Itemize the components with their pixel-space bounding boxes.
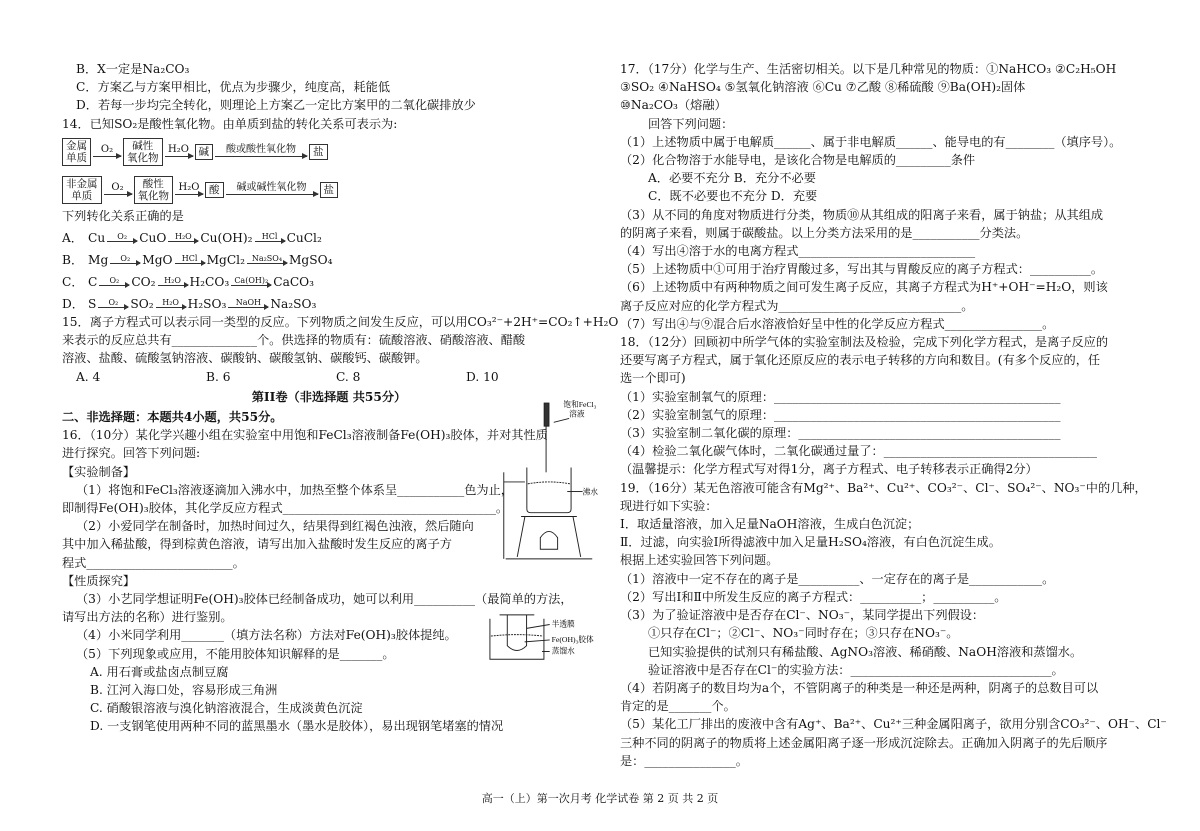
chain-reagent: O₂ xyxy=(117,232,128,242)
chain-arrow xyxy=(99,275,129,291)
text-line: 的阴离子来看，则属于碳酸盐。以上分类方法采用的是___________分类法。 xyxy=(620,225,1029,240)
text-line: 根据上述实验回答下列问题。 xyxy=(620,553,779,568)
option-letter: A． xyxy=(62,230,83,245)
q16-line: 进行探究。回答下列问题: xyxy=(62,446,201,461)
text-line: （3）从不同的角度对物质进行分类，物质⑩从其组成的阳离子来看，属于钠盐；从其组成 xyxy=(620,207,1104,222)
flow-box: 酸性 氧化物 xyxy=(134,176,174,204)
fig1-label: 沸水 xyxy=(582,487,598,497)
flow-arrow xyxy=(104,183,132,197)
chain-species: MgO xyxy=(142,252,173,267)
chain-species: S xyxy=(88,296,97,311)
text-line: Ⅱ．过滤，向实验Ⅰ所得滤液中加入足量H₂SO₄溶液，有白色沉淀生成。 xyxy=(620,535,1001,550)
chain-arrow xyxy=(247,253,287,269)
flow-arrow-label: H₂O xyxy=(178,181,200,193)
fig1-label: 溶液 xyxy=(569,409,585,419)
text-line: 19．（16分）某无色溶液可能含有Mg²⁺、Ba²⁺、Cu²⁺、CO₃²⁻、Cl⁻、SO₄²⁻、NO₃⁻中的几种， xyxy=(620,480,1147,495)
q14-option xyxy=(62,291,596,313)
chain-species: Cu xyxy=(88,230,106,245)
q16-line: （1）将饱和FeCl₃溶液逐滴加入沸水中，加热至整个体系呈___________色为止， xyxy=(76,482,513,497)
fig2-label: 半透膜 xyxy=(551,619,575,629)
flow-box: 盐 xyxy=(309,144,328,160)
q16-line: （2）小爱同学在制备时，加热时间过久，结果得到红褐色浊液，然后随向 xyxy=(76,519,474,534)
text-line: （2）实验室制氢气的原理：_______________________________________________ xyxy=(620,407,1061,422)
q16-line: B. 江河入海口处，容易形成三角洲 xyxy=(90,683,278,698)
text-line: 肯定的是_______个。 xyxy=(620,699,736,714)
flow-arrow xyxy=(93,145,121,159)
flow-arrow xyxy=(175,183,203,197)
chain-species: SO₂ xyxy=(130,296,154,311)
flow-arrow-label: 酸或酸性氧化物 xyxy=(226,143,296,155)
chain-reagent: H₂O xyxy=(164,276,181,286)
q16-line: 【实验制备】 xyxy=(62,464,136,479)
chain-species: H₂CO₃ xyxy=(189,274,230,289)
q15-option: D. 10 xyxy=(466,369,499,384)
chain-reagent: O₂ xyxy=(108,298,119,308)
text-line: （7）写出④与⑨混合后水溶液恰好呈中性的化学反应方程式________________。 xyxy=(620,316,1055,331)
chain-reagent: Ca(OH)₂ xyxy=(234,276,269,286)
text-line: 三种不同的阴离子的物质将上述金属阳离子逐一形成沉淀除去。正确加入阴离子的先后顺序 xyxy=(620,735,1108,750)
text-line: C．既不必要也不充分 D．充要 xyxy=(648,189,818,204)
text-line: （1）实验室制氧气的原理：_______________________________________________ xyxy=(620,389,1061,404)
q16-line: 16．（10分）某化学兴趣小组在实验室中用饱和FeCl₃溶液制备Fe(OH)₃胶体，并对其性质 xyxy=(62,428,548,443)
chain-reagent: O₂ xyxy=(120,254,131,264)
chain-reagent: Na₂SO₄ xyxy=(251,254,283,264)
text-line: （5）某化工厂排出的废液中含有Ag⁺、Ba²⁺、Cu²⁺三种金属阳离子，欲用分别含CO₃²⁻、OH⁻、Cl⁻ xyxy=(620,717,1167,732)
nonmetal-flow-diagram xyxy=(62,175,596,205)
part2-subtitle: 二、非选择题：本题共4小题，共55分。 xyxy=(62,410,283,425)
option-letter: C． xyxy=(62,274,84,289)
q15-line: 15．离子方程式可以表示同一类型的反应。下列物质之间发生反应，可以用CO₃²⁻+2H⁺=CO₂↑+H₂O xyxy=(62,315,619,330)
metal-flow-diagram xyxy=(62,137,596,167)
text-line: （温馨提示：化学方程式写对得1分，离子方程式、电子转移表示正确得2分） xyxy=(620,462,1038,477)
flow-arrow xyxy=(226,183,318,197)
chain-reagent: O₂ xyxy=(109,276,120,286)
option-letter: B． xyxy=(62,252,84,267)
chain-reagent: NaOH xyxy=(235,298,261,308)
chain-reagent: H₂O xyxy=(174,232,192,242)
q16-line: （5）下列现象或应用，不能用胶体知识解释的是_______。 xyxy=(76,646,395,661)
q14-option xyxy=(62,225,596,247)
flow-arrow xyxy=(215,145,307,159)
chain-arrow xyxy=(175,253,205,269)
chain-species: Na₂SO₃ xyxy=(270,296,317,311)
text-line: （2）写出Ⅰ和Ⅱ中所发生反应的离子方程式：__________；__________。 xyxy=(620,589,1007,604)
q14-prompt: 下列转化关系正确的是 xyxy=(62,208,184,223)
q16-line: （3）小艺同学想证明Fe(OH)₃胶体已经制备成功，她可以利用__________（最简单的方法， xyxy=(76,592,573,607)
chain-reagent: HCl xyxy=(261,232,278,242)
text-line: （1）溶液中一定不存在的离子是__________、一定存在的离子是____________。 xyxy=(620,571,1055,586)
q15-option: A. 4 xyxy=(76,369,101,384)
chain-arrow xyxy=(168,231,198,247)
boiling-apparatus-figure xyxy=(498,392,598,568)
chain-species: CaCO₃ xyxy=(273,274,315,289)
fig2-label: Fe(OH)₃胶体 xyxy=(551,634,594,644)
text-line: 已知实验提供的试剂只有稀盐酸、AgNO₃溶液、稀硝酸、NaOH溶液和蒸馏水。 xyxy=(648,644,1083,659)
text-line: 离子反应对应的化学方程式为______________________________。 xyxy=(620,298,974,313)
text-line: （1）上述物质中属于电解质______、属于非电解质______、能导电的有________（填序号）。 xyxy=(620,134,1122,149)
text-line: 17．（17分）化学与生产、生活密切相关。以下是几种常见的物质：①NaHCO₃ ②C₂H₅OH xyxy=(620,62,1117,76)
text-line: B．X一定是Na₂CO₃ xyxy=(76,62,190,76)
chain-species: H₂SO₃ xyxy=(187,296,227,311)
text-line: A．必要不充分 B．充分不必要 xyxy=(648,171,816,186)
text-line: （4）写出④溶于水的电离方程式_____________________________ xyxy=(620,244,976,259)
text-line: ①只存在Cl⁻；②Cl⁻、NO₃⁻同时存在；③只存在NO₃⁻。 xyxy=(648,626,959,641)
text-line: 18．（12分）回顾初中所学气体的实验室制法及检验，完成下列化学方程式，是离子反应的 xyxy=(620,335,1109,350)
q16-line: A. 用石膏或盐卤点制豆腐 xyxy=(90,664,229,679)
chain-species: C xyxy=(88,274,98,289)
fig2-label: 蒸馏水 xyxy=(551,646,575,656)
text-line: ⑩Na₂CO₃（熔融） xyxy=(620,98,727,113)
flow-arrow-label: O₂ xyxy=(111,181,124,193)
chain-arrow xyxy=(98,297,128,313)
q14-option xyxy=(62,247,596,269)
text-line: 回答下列问题： xyxy=(648,116,734,131)
q16-line: D. 一支钢笔使用两种不同的蓝黑墨水（墨水是胶体），易出现钢笔堵塞的情况 xyxy=(90,719,504,734)
text-line: 14．已知SO₂是酸性氧化物。由单质到盐的转化关系可表示为: xyxy=(62,116,398,131)
flow-arrow-label: H₂O xyxy=(168,143,189,155)
option-letter: D． xyxy=(62,296,84,311)
flow-box: 盐 xyxy=(320,182,339,198)
text-line: D．若每一步均完全转化，则理论上方案乙一定比方案甲的二氧化碳排放少 xyxy=(76,98,476,113)
q15-line: 溶液、盐酸、硫酸氢钠溶液、碳酸钠、碳酸氢钠、碳酸钙、碳酸钾。 xyxy=(62,351,428,366)
flow-box: 碱 xyxy=(195,144,214,160)
q13-options-and-q14-intro xyxy=(62,60,596,133)
chain-species: MgCl₂ xyxy=(206,252,245,267)
flow-arrow-label: O₂ xyxy=(100,143,114,155)
flow-box: 酸 xyxy=(205,182,224,198)
chain-arrow xyxy=(158,275,188,291)
text-line: （5）上述物质中①可用于治疗胃酸过多，写出其与胃酸反应的离子方程式：__________。 xyxy=(620,262,1104,277)
text-line: 还要写离子方程式，属于氧化还原反应的表示电子转移的方向和数目。(有多个反应的，任 xyxy=(620,353,1101,368)
q15-option: C. 8 xyxy=(336,369,361,384)
chain-arrow xyxy=(255,231,285,247)
flow-box: 非金属 单质 xyxy=(62,176,102,204)
chain-reagent: H₂O xyxy=(162,298,179,308)
chain-arrow xyxy=(107,231,137,247)
flow-box: 碱性 氧化物 xyxy=(123,138,163,166)
text-line: （3）实验室制二氧化碳的原理：___________________________________________ xyxy=(620,426,1061,441)
q16-line: 程式________________________。 xyxy=(62,555,245,570)
text-line: 现进行如下实验： xyxy=(620,498,718,513)
q15-line: 来表示的反应总共有______________个。供选择的物质有：硫酸溶液、硝酸溶液、醋酸 xyxy=(62,333,526,348)
text-line: （4）检验二氧化碳气体时，二氧化碳通过量了：___________________________________ xyxy=(620,444,1097,459)
chain-species: MgSO₄ xyxy=(288,252,333,267)
fig1-label: 饱和FeCl₃ xyxy=(563,399,597,409)
dialysis-figure xyxy=(484,611,600,665)
text-line: 验证溶液中是否存在Cl⁻的实验方法：_________________________________。 xyxy=(648,662,1064,677)
chain-species: CuO xyxy=(139,230,167,245)
chain-species: CuCl₂ xyxy=(286,230,322,245)
text-line: Ⅰ．取适量溶液，加入足量NaOH溶液，生成白色沉淀； xyxy=(620,517,920,532)
flow-box: 金属 单质 xyxy=(62,138,91,166)
flow-arrow xyxy=(165,145,193,159)
q16-line: 其中加入稀盐酸，得到棕黄色溶液，请写出加入盐酸时发生反应的离子方 xyxy=(62,537,452,552)
q16-line: 即制得Fe(OH)₃胶体，其化学反应方程式___________________________________。 xyxy=(62,501,509,516)
chain-reagent: HCl xyxy=(181,254,198,264)
right-column xyxy=(620,60,1167,770)
chain-arrow xyxy=(110,253,140,269)
q15-option: B. 6 xyxy=(206,369,231,384)
text-line: C．方案乙与方案甲相比，优点为步骤少，纯度高，耗能低 xyxy=(76,80,391,95)
q16-line: （4）小米同学利用_______（填方法名称）方法对Fe(OH)₃胶体提纯。 xyxy=(76,628,457,643)
flow-arrow-label: 碱或碱性氧化物 xyxy=(236,181,307,193)
q15-options xyxy=(62,368,596,386)
q16-line: 【性质探究】 xyxy=(62,573,136,588)
page-footer: 高一（上）第一次月考 化学试卷 第 2 页 共 2 页 xyxy=(481,792,719,805)
chain-species: CO₂ xyxy=(131,274,156,289)
chain-arrow xyxy=(228,297,268,313)
chain-arrow xyxy=(231,275,271,291)
chain-species: Cu(OH)₂ xyxy=(200,230,253,245)
q15-text xyxy=(62,313,619,368)
text-line: （6）上述物质中有两种物质之间可发生离子反应，其离子方程式为H⁺+OH⁻=H₂O，则该 xyxy=(620,280,1108,295)
text-line: （2）化合物溶于水能导电，是该化合物是电解质的_________条件 xyxy=(620,153,976,168)
text-line: 选一个即可) xyxy=(620,371,686,386)
chain-arrow xyxy=(156,297,186,313)
text-line: 是：_______________。 xyxy=(620,753,748,768)
q14-options xyxy=(62,225,596,313)
chain-species: Mg xyxy=(88,252,109,267)
text-line: （4）若阴离子的数目均为a个，不管阴离子的种类是一种还是两种，阴离子的总数目可以 xyxy=(620,680,1099,695)
q16-line: 请写出方法的名称）进行鉴别。 xyxy=(62,610,233,625)
q16-line: C. 硝酸银溶液与溴化钠溶液混合，生成淡黄色沉淀 xyxy=(90,701,363,716)
text-line: ③SO₂ ④NaHSO₄ ⑤氢氧化钠溶液 ⑥Cu ⑦乙酸 ⑧稀硫酸 ⑨Ba(OH)₂固体 xyxy=(620,80,1026,95)
text-line: （3）为了验证溶液中是否存在Cl⁻、NO₃⁻，某同学提出下列假设： xyxy=(620,608,985,623)
q14-option xyxy=(62,269,596,291)
part2-title: 第II卷（非选择题 共55分） xyxy=(251,389,407,404)
